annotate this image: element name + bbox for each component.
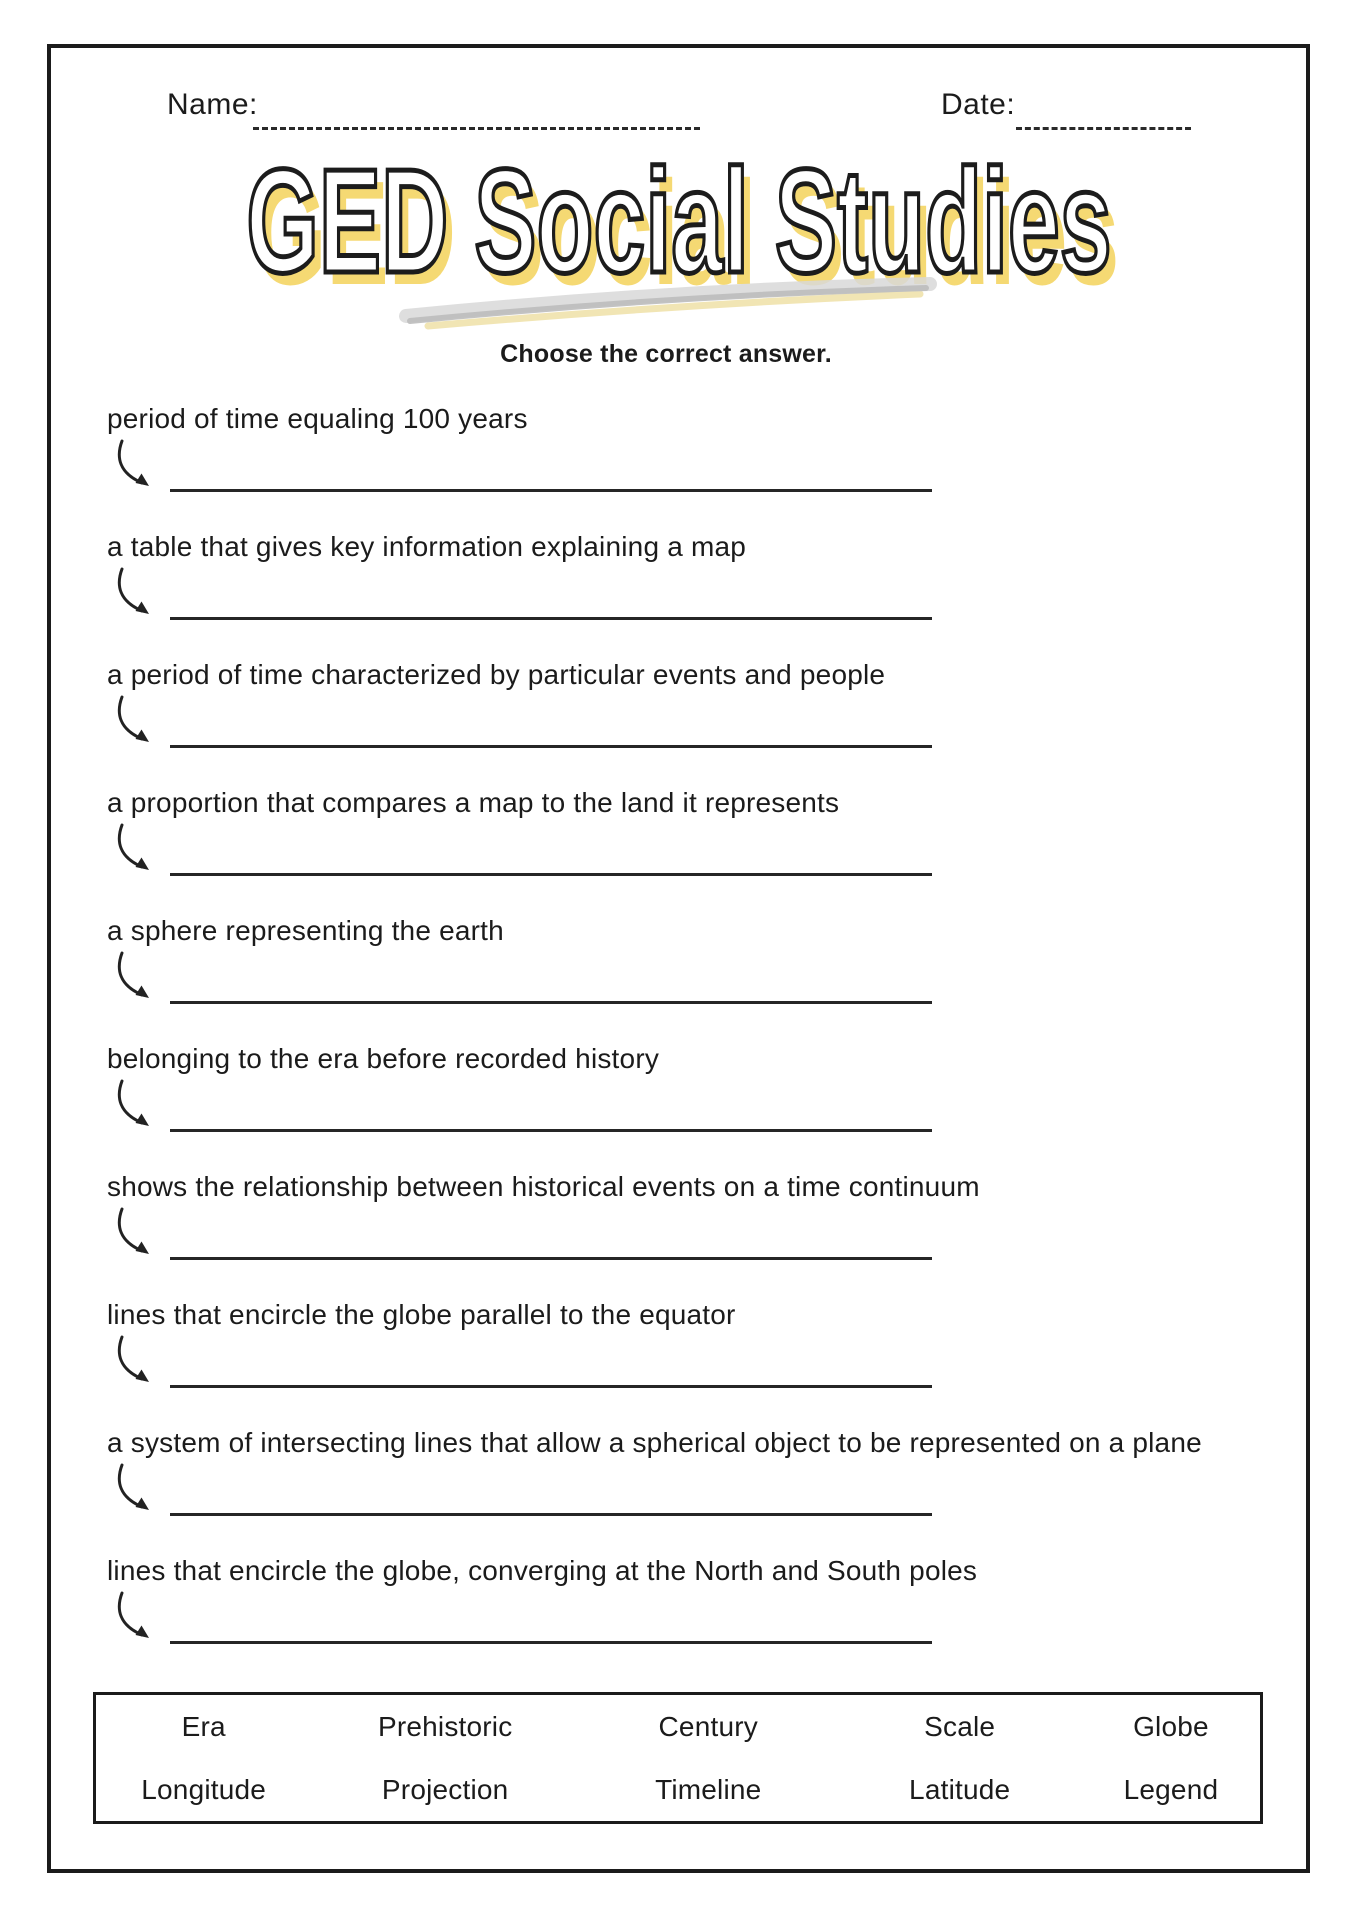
answer-blank[interactable] — [170, 489, 932, 492]
question-prompt: a period of time characterized by particular events and people — [107, 659, 886, 690]
word-bank-term: Globe — [1133, 1710, 1209, 1742]
name-label: Name: — [167, 88, 258, 121]
curved-arrow-icon — [112, 1079, 160, 1131]
question-prompt: period of time equaling 100 years — [107, 403, 528, 434]
answer-blank[interactable] — [170, 873, 932, 876]
curved-arrow-icon — [112, 823, 160, 875]
word-bank-term: Prehistoric — [377, 1710, 513, 1742]
answer-blank[interactable] — [170, 745, 932, 748]
question-prompt: shows the relationship between historical events on a time continuum — [107, 1171, 980, 1202]
word-bank-term: Projection — [381, 1773, 509, 1805]
answer-blank[interactable] — [170, 1513, 932, 1516]
brush-underline-icon — [398, 276, 938, 334]
name-blank-line[interactable] — [253, 126, 700, 130]
page-title: GED Social Studies — [246, 139, 1112, 304]
question-prompt: a sphere representing the earth — [107, 915, 504, 946]
word-bank-term: Era — [181, 1710, 226, 1742]
word-bank-term: Legend — [1123, 1773, 1219, 1805]
word-bank-term: Longitude — [141, 1773, 267, 1805]
answer-blank[interactable] — [170, 1001, 932, 1004]
answer-blank[interactable] — [170, 1641, 932, 1644]
word-bank-term: Latitude — [909, 1773, 1011, 1805]
curved-arrow-icon — [112, 439, 160, 491]
curved-arrow-icon — [112, 1207, 160, 1259]
question-prompt: a table that gives key information explaining a map — [107, 531, 747, 562]
curved-arrow-icon — [112, 1463, 160, 1515]
word-bank — [93, 1692, 1263, 1824]
question-prompt: a proportion that compares a map to the land it represents — [107, 787, 840, 818]
question-prompt: lines that encircle the globe, converging at the North and South poles — [107, 1555, 978, 1586]
question-prompt: belonging to the era before recorded history — [107, 1043, 660, 1074]
word-bank-term: Century — [658, 1710, 758, 1742]
date-blank-line[interactable] — [1016, 126, 1191, 130]
answer-blank[interactable] — [170, 1257, 932, 1260]
curved-arrow-icon — [112, 695, 160, 747]
word-bank-term: Scale — [924, 1710, 996, 1742]
question-prompt: lines that encircle the globe parallel to the equator — [107, 1299, 736, 1330]
instruction-text: Choose the correct answer. — [500, 340, 832, 368]
answer-blank[interactable] — [170, 1129, 932, 1132]
curved-arrow-icon — [112, 951, 160, 1003]
answer-blank[interactable] — [170, 1385, 932, 1388]
date-label: Date: — [941, 88, 1016, 121]
curved-arrow-icon — [112, 1335, 160, 1387]
curved-arrow-icon — [112, 567, 160, 619]
answer-blank[interactable] — [170, 617, 932, 620]
curved-arrow-icon — [112, 1591, 160, 1643]
question-prompt: a system of intersecting lines that allow a spherical object to be represented on a plane — [107, 1427, 1202, 1458]
word-bank-term: Timeline — [655, 1773, 762, 1805]
